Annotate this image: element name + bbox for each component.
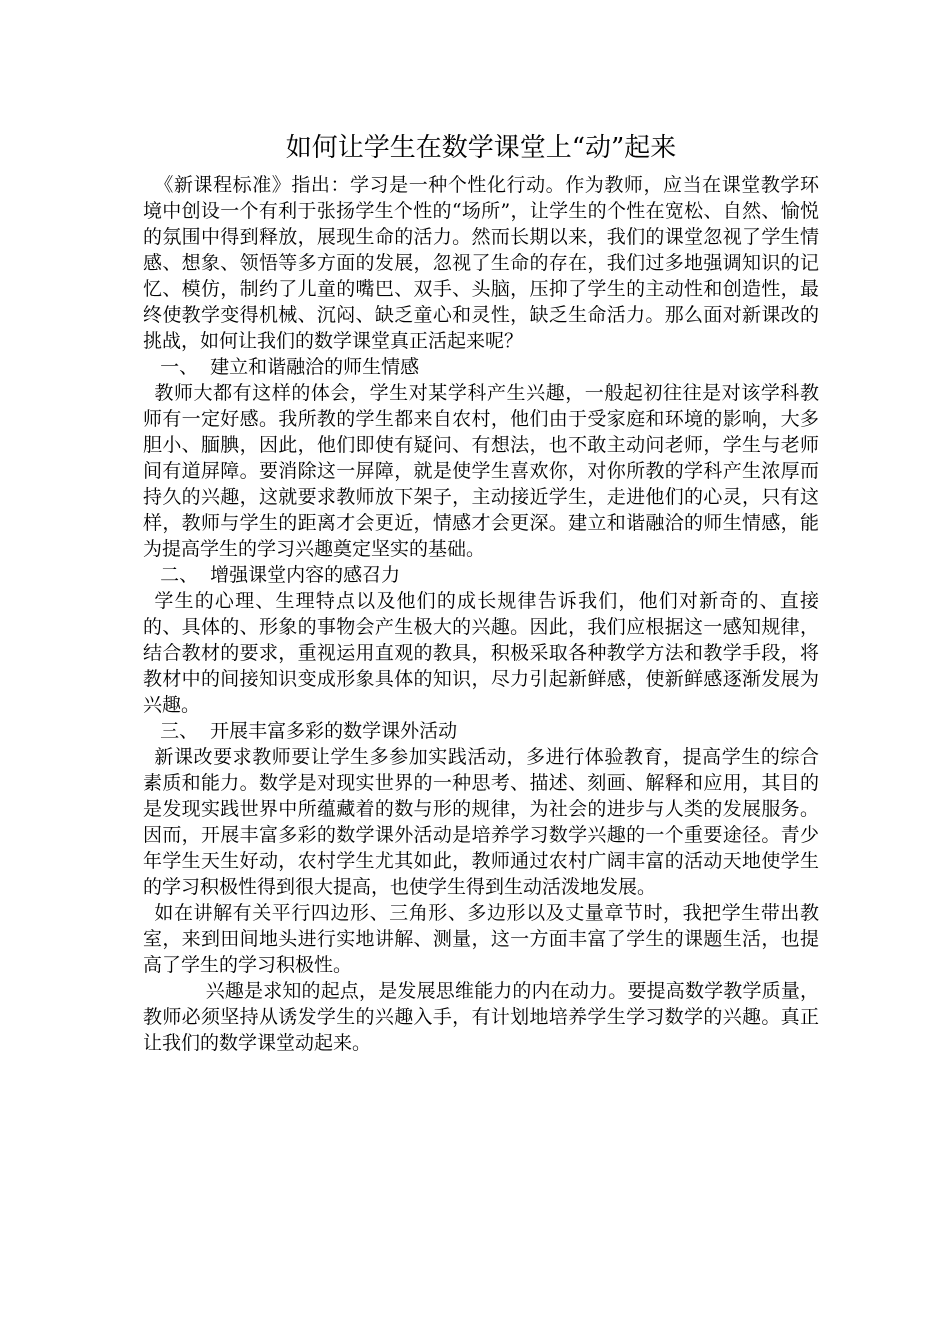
document-title: 如何让学生在数学课堂上“动”起来	[285, 133, 677, 163]
section-3-heading: 三、 开展丰富多彩的数学课外活动	[160, 720, 458, 742]
section-2-paragraph: 学生的心理、生理特点以及他们的成长规律告诉我们，他们对新奇的、直接的、具体的、形象的事物会产生极大的兴趣。因此，我们应根据这一感知规律，结合教材的要求，重视运用直观的教具，积极采取各种教学方法和教学手段，将教材中的间接知识变成形象具体的知识，尽力引起新鲜感，使新鲜感逐渐发展为兴趣。	[143, 590, 819, 716]
document-page	[143, 128, 819, 1056]
section-2-heading: 二、 增强课堂内容的感召力	[160, 564, 401, 586]
section-1-heading: 一、 建立和谐融洽的师生情感	[160, 356, 420, 378]
conclusion-paragraph: 兴趣是求知的起点，是发展思维能力的内在动力。要提高数学教学质量，教师必须坚持从诱发学生的兴趣入手，有计划地培养学生学习数学的兴趣。真正让我们的数学课堂动起来。	[143, 980, 819, 1054]
section-3-paragraph: 新课改要求教师要让学生多参加实践活动，多进行体验教育，提高学生的综合素质和能力。数学是对现实世界的一种思考、描述、刻画、解释和应用，其目的是发现实践世界中所蕴藏着的数与形的规律，为社会的进步与人类的发展服务。因而，开展丰富多彩的数学课外活动是培养学习数学兴趣的一个重要途径。青少年学生天生好动，农村学生尤其如此，教师通过农村广阔丰富的活动天地使学生的学习积极性得到很大提高，也使学生得到生动活泼地发展。	[143, 746, 819, 898]
intro-paragraph: 《新课程标准》指出：学习是一种个性化行动。作为教师，应当在课堂教学环境中创设一个有利于张扬学生个性的“场所”，让学生的个性在宽松、自然、愉悦的氛围中得到释放，展现生命的活力。然而长期以来，我们的课堂忽视了学生情感、想象、领悟等多方面的发展，忽视了生命的存在，我们过多地强调知识的记忆、模仿，制约了儿童的嘴巴、双手、头脑，压抑了学生的主动性和创造性，最终使教学变得机械、沉闷、缺乏童心和灵性，缺乏生命活力。那么面对新课改的挑战，如何让我们的数学课堂真正活起来呢？	[143, 174, 819, 352]
section-3-example-paragraph: 如在讲解有关平行四边形、三角形、多边形以及丈量章节时，我把学生带出教室，来到田间地头进行实地讲解、测量，这一方面丰富了学生的课题生活，也提高了学生的学习积极性。	[143, 902, 819, 976]
section-1-paragraph: 教师大都有这样的体会，学生对某学科产生兴趣，一般起初往往是对该学科教师有一定好感。我所教的学生都来自农村，他们由于受家庭和环境的影响，大多胆小、腼腆，因此，他们即使有疑问、有想法，也不敢主动问老师，学生与老师间有道屏障。要消除这一屏障，就是使学生喜欢你，对你所教的学科产生浓厚而持久的兴趣，这就要求教师放下架子，主动接近学生，走进他们的心灵，只有这样，教师与学生的距离才会更近，情感才会更深。建立和谐融洽的师生情感，能为提高学生的学习兴趣奠定坚实的基础。	[143, 382, 819, 560]
